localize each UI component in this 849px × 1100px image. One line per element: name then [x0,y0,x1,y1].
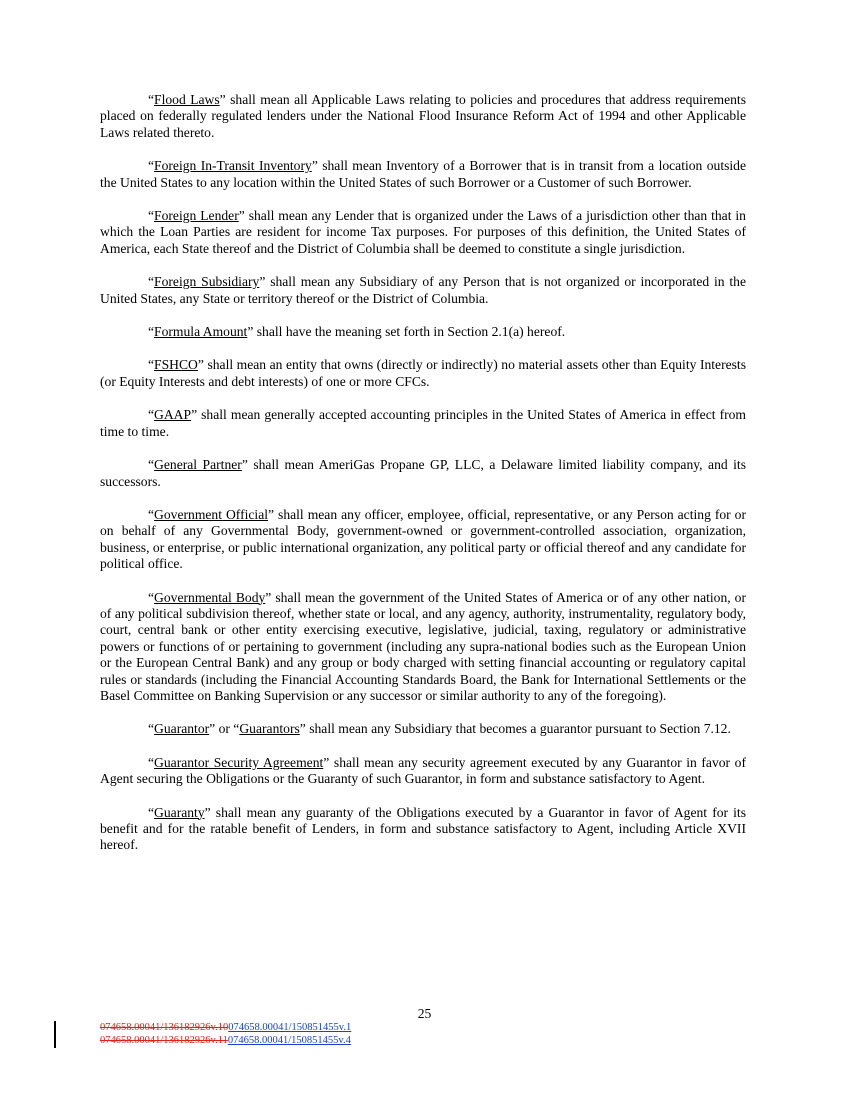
definition-gaap: “GAAP” shall mean generally accepted accounting principles in the United States of America in effect from time to time. [100,407,746,439]
defined-term: Foreign In-Transit Inventory [154,158,312,174]
definition-text: ” shall mean any Subsidiary that becomes a guarantor pursuant to Section 7.12. [299,721,731,737]
defined-term: Guarantors [239,721,300,737]
definition-foreign-lender: “Foreign Lender” shall mean any Lender that is organized under the Laws of a jurisdiction other than that in which the Loan Parties are resident for income Tax purposes. For purposes of this definition, the United States of America, each State thereof and the District of Columbia shall be deemed to constitute a single jurisdiction. [100,208,746,256]
definition-text: ” shall mean all Applicable Laws relating to policies and procedures that address requirements placed on federally regulated lenders under the National Flood Insurance Reform Act of 1994 and other Applicable Laws related thereto. [100,92,746,140]
definition-text: ” shall mean generally accepted accounting principles in the United States of America in effect from time to time. [100,407,746,439]
definition-government-official: “Government Official” shall mean any officer, employee, official, representative, or any Person acting for or on behalf of any Governmental Body, government-owned or government-controlled association, organization, business, or enterprise, or public international organization, any political party or official thereof and any candidate for political office. [100,506,747,572]
definition-text: ” shall mean any Subsidiary of any Person that is not organized or incorporated in the United States, any State or territory thereof or the District of Columbia. [100,274,746,306]
defined-term: Guaranty [154,804,205,820]
definition-guarantor: “Guarantor” or “Guarantors” shall mean any Subsidiary that becomes a guarantor pursuant to Section 7.12. [148,721,731,737]
definition-fshco: “FSHCO” shall mean an entity that owns (directly or indirectly) no material assets other than Equity Interests (or Equity Interests and debt interests) of one or more CFCs. [100,357,746,389]
defined-term: Foreign Lender [154,208,239,224]
page-number: 25 [417,1006,432,1021]
inserted-doc-id: 074658.00041/150851455v.1 [228,1022,352,1033]
defined-term: Government Official [154,506,269,522]
definition-text: ” shall mean any guaranty of the Obligations executed by a Guarantor in favor of Agent for its benefit and for the ratable benefit of Lenders, in form and substance satisfactory to Agent, including Article XVII hereof. [100,804,746,853]
document-body [100,92,746,871]
definition-governmental-body: “Governmental Body” shall mean the government of the United States of America or of any other nation, or of any political subdivision thereof, whether state or local, and any agency, authority, instrumentality, regulatory body, court, central bank or other entity exercising executive, legislative, judicial, taxing, regulatory or administrative powers or functions of or pertaining to government (including any supra-national bodies such as the European Union or the European Central Bank) and any group or body charged with setting financial accounting or regulatory capital rules or standards (including the Financial Accounting Standards Board, the Bank for International Settlements or the Basel Committee on Banking Supervision or any successor or similar authority to any of the foregoing). [100,589,746,703]
definition-text: ” shall mean any officer, employee, official, representative, or any Person acting for or on behalf of any Governmental Body, government-owned or government-controlled association, organization, business, or enterprise, or public international organization, any political party or official thereof and any candidate for political office. [100,506,747,572]
defined-term: Foreign Subsidiary [154,274,260,290]
deleted-doc-id: 074658.00041/136182926v.11 [100,1034,228,1046]
defined-term: GAAP [154,407,192,423]
definition-text: ” shall have the meaning set forth in Section 2.1(a) hereof. [247,324,566,340]
document-id-footer [100,1022,351,1047]
change-bar [54,1021,56,1048]
definition-formula-amount: “Formula Amount” shall have the meaning set forth in Section 2.1(a) hereof. [148,324,566,340]
defined-term: General Partner [154,457,242,473]
definition-text: ” shall mean Inventory of a Borrower that is in transit from a location outside the United States to any location within the United States of such Borrower or a Customer of such Borrower. [100,158,746,190]
definition-foreign-subsidiary: “Foreign Subsidiary” shall mean any Subsidiary of any Person that is not organized or incorporated in the United States, any State or territory thereof or the District of Columbia. [100,274,746,306]
definition-text: ” shall mean any security agreement executed by any Guarantor in favor of Agent securing the Obligations or the Guaranty of such Guarantor, in form and substance satisfactory to Agent. [100,754,746,787]
defined-term: Guarantor [154,721,210,737]
defined-term: FSHCO [154,357,198,373]
definition-guarantor-security-agreement: “Guarantor Security Agreement” shall mean any security agreement executed by any Guarantor in favor of Agent securing the Obligations or the Guaranty of such Guarantor, in form and substance satisfactory to Agent. [100,754,746,787]
definition-text: ” shall mean any Lender that is organized under the Laws of a jurisdiction other than that in which the Loan Parties are resident for income Tax purposes. For purposes of this definition, the United States of America, each State thereof and the District of Columbia shall be deemed to constitute a single jurisdiction. [100,208,746,256]
footer-line [100,1022,351,1035]
definition-text: ” shall mean an entity that owns (directly or indirectly) no material assets other than Equity Interests (or Equity Interests and debt interests) of one or more CFCs. [100,357,746,389]
definition-text: ” shall mean AmeriGas Propane GP, LLC, a Delaware limited liability company, and its successors. [100,457,746,489]
definition-guaranty: “Guaranty” shall mean any guaranty of the Obligations executed by a Guarantor in favor of Agent for its benefit and for the ratable benefit of Lenders, in form and substance satisfactory to Agent, including Article XVII hereof. [100,804,746,853]
definition-text: ” shall mean the government of the United States of America or of any other nation, or of any political subdivision thereof, whether state or local, and any agency, authority, instrumentality, regulatory body, court, central bank or other entity exercising executive, legislative, judicial, taxing, regulatory or administrative powers or functions of or pertaining to government (including any supra-national bodies such as the European Union or the European Central Bank) and any group or body charged with setting financial accounting or regulatory capital rules or standards (including the Financial Accounting Standards Board, the Bank for International Settlements or the Basel Committee on Banking Supervision or any successor or similar authority to any of the foregoing). [100,589,746,703]
defined-term: Guarantor Security Agreement [154,754,324,770]
defined-term: Governmental Body [154,589,266,605]
definition-foreign-in-transit-inventory: “Foreign In-Transit Inventory” shall mean Inventory of a Borrower that is in transit from a location outside the United States to any location within the United States of such Borrower or a Customer of such Borrower. [100,158,746,190]
definition-flood-laws: “Flood Laws” shall mean all Applicable Laws relating to policies and procedures that address requirements placed on federally regulated lenders under the National Flood Insurance Reform Act of 1994 and other Applicable Laws related thereto. [100,92,746,140]
defined-term: Flood Laws [154,92,220,107]
footer-line [100,1035,351,1048]
deleted-doc-id: 074658.00041/136182926v.10 [100,1022,229,1033]
definition-general-partner: “General Partner” shall mean AmeriGas Propane GP, LLC, a Delaware limited liability company, and its successors. [100,457,746,489]
defined-term: Formula Amount [154,324,248,340]
inserted-doc-id: 074658.00041/150851455v.4 [227,1034,351,1046]
